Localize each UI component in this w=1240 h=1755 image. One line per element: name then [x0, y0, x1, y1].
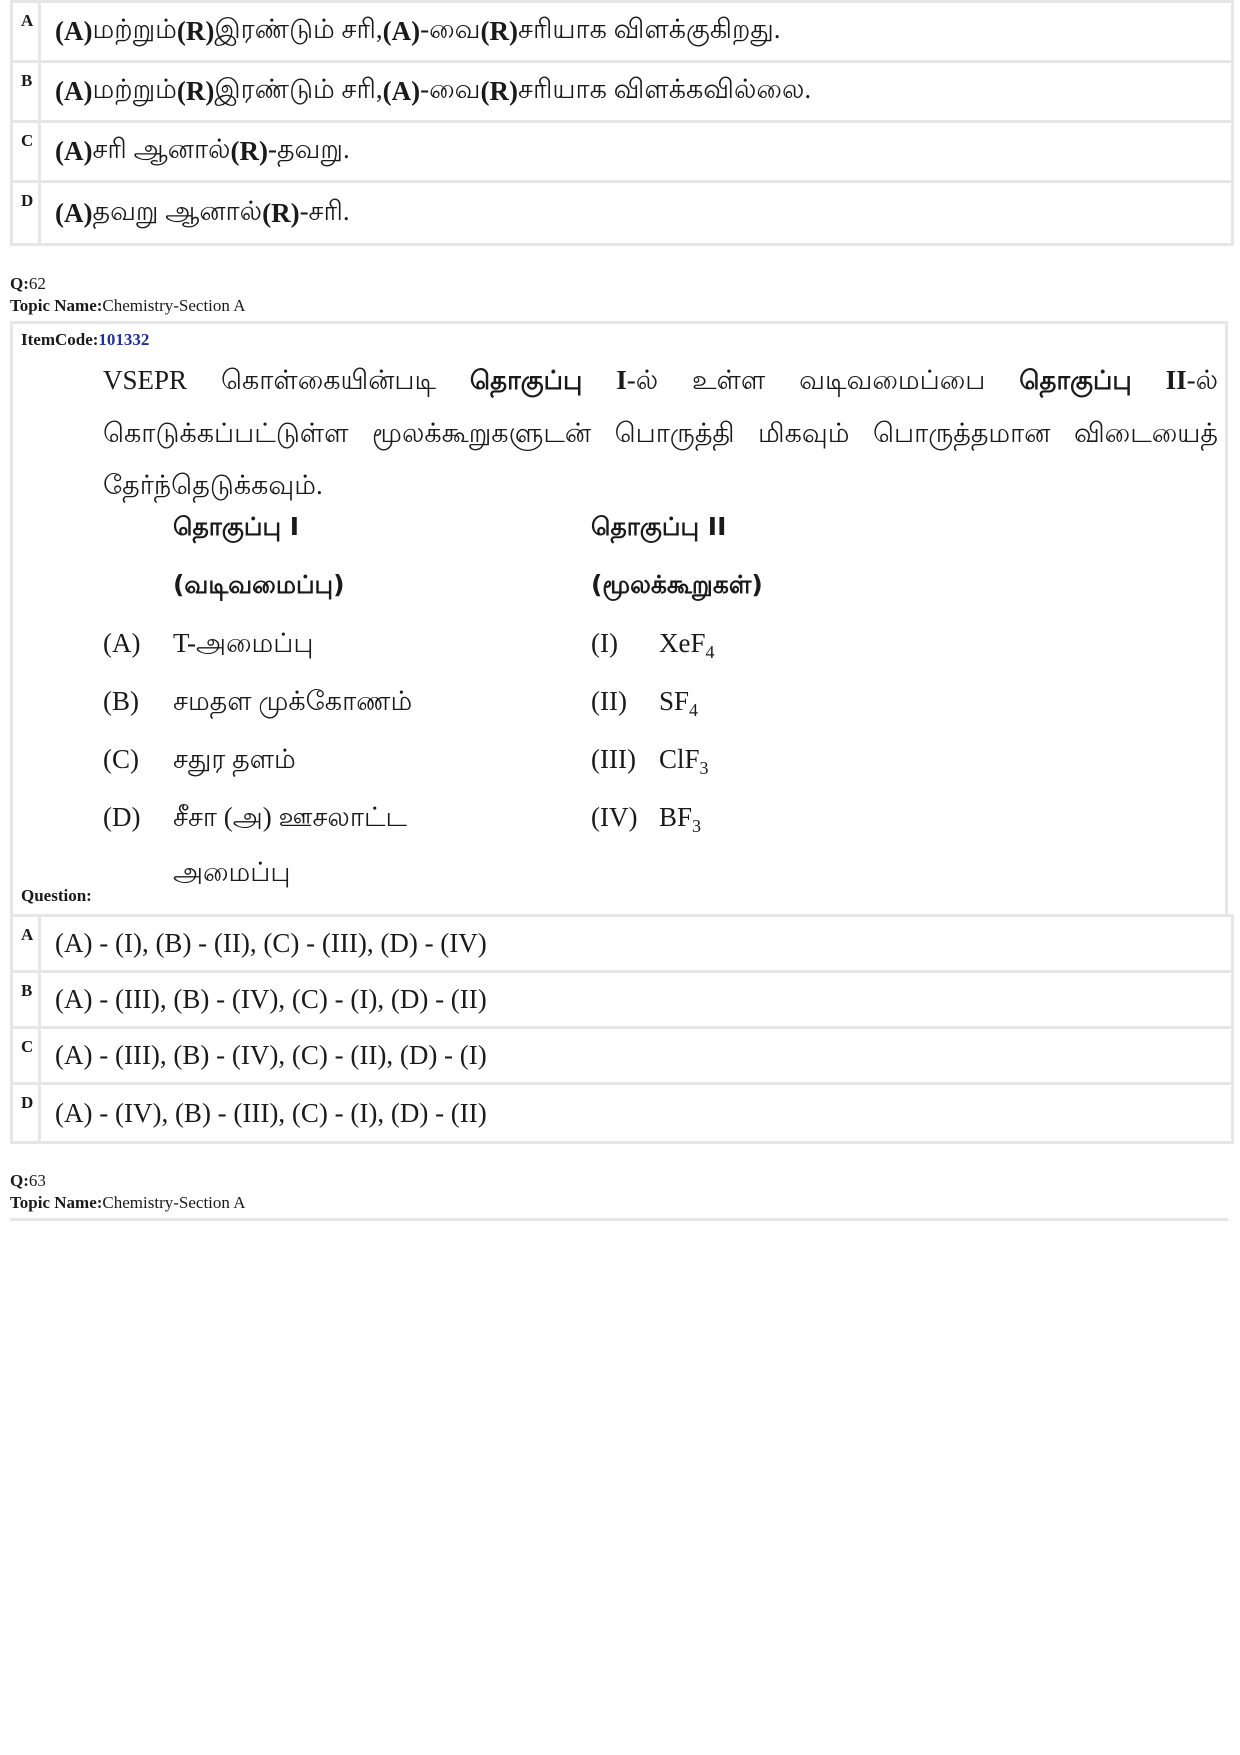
option-row-d[interactable]: [13, 183, 1231, 243]
option-key: C: [13, 1029, 41, 1082]
option-text: (A) - (I), (B) - (II), (C) - (III), (D) - (IV): [55, 928, 487, 958]
option-row-b[interactable]: [13, 973, 1231, 1029]
option-key: A: [13, 917, 41, 970]
column-2-subtitle: (மூலக்கூறுகள்): [591, 570, 763, 599]
option-row-a[interactable]: [13, 917, 1231, 973]
option-key: B: [13, 63, 41, 120]
topic-name: Topic Name:Chemistry-Section A: [10, 296, 246, 315]
topic-name: Topic Name:Chemistry-Section A: [10, 1193, 246, 1212]
option-text: (A) - (IV), (B) - (III), (C) - (I), (D) - (II): [55, 1097, 487, 1128]
question-number: Q:62: [10, 274, 46, 293]
option-row-a[interactable]: [13, 3, 1231, 63]
option-row-c[interactable]: [13, 123, 1231, 183]
option-key: B: [13, 973, 41, 1026]
option-row-b[interactable]: [13, 63, 1231, 123]
question-stem: VSEPR கொள்கையின்படி தொகுப்பு I-ல் உள்ள வடிவமைப்பை தொகுப்பு II-ல் கொடுக்கப்பட்டுள்ள மூலக்கூறுகளுடன் பொருத்தி மிகவும் பொருத்தமான விடையைத் தேர்ந்தெடுக்கவும்.: [103, 365, 1218, 500]
option-key: A: [13, 3, 41, 60]
option-row-d[interactable]: [13, 1085, 1231, 1141]
option-text: (A) - (III), (B) - (IV), (C) - (I), (D) - (II): [55, 984, 487, 1014]
question-item-box: ItemCode:101332 VSEPR கொள்கையின்படி தொகுப்பு I-ல் உள்ள வடிவமைப்பை தொகுப்பு II-ல் கொடுக்கப்பட்டுள்ள மூலக்கூறுகளுடன் பொருத்தி மிகவும் பொருத்தமான விடையைத் தேர்ந்தெடுக்கவும். தொகுப்பு I (வடிவமைப்பு) தொகுப்பு II (மூலக்கூறுகள்) (A) T-அமைப்பு (B) சமதள முக்கோணம் (C) சதுர தளம் (D) சீசா (அ) ஊசலாட்ட அமைப்பு (I) XeF$_4$ (II) $SF_4$ (III) ClF$_3$ (IV) $BF_3$ Question:: [10, 321, 1228, 914]
item-code: ItemCode:101332: [21, 330, 150, 349]
column-2-title: தொகுப்பு II: [591, 512, 727, 541]
option-text: (A) - (III), (B) - (IV), (C) - (II), (D) - (I): [55, 1040, 487, 1070]
option-text: (A) மற்றும் (R) இரண்டும் சரி, (A) -வை (R) சரியாக விளக்குகிறது.: [55, 14, 781, 46]
option-row-c[interactable]: [13, 1029, 1231, 1085]
question-number: Q:63: [10, 1171, 46, 1190]
option-text: (A) சரி ஆனால் (R) -தவறு.: [55, 134, 350, 166]
column-1-title: தொகுப்பு I: [173, 512, 300, 541]
question-label: Question:: [21, 886, 92, 905]
prev-options-table: [10, 0, 1234, 246]
item-code-value: 101332: [98, 330, 150, 349]
option-text: (A) மற்றும் (R) இரண்டும் சரி, (A) -வை (R) சரியாக விளக்கவில்லை.: [55, 74, 812, 106]
option-text: (A) தவறு ஆனால் (R) -சரி.: [55, 195, 350, 228]
q62-options-table: [10, 914, 1234, 1144]
divider: [10, 1218, 1228, 1221]
option-key: D: [13, 183, 41, 243]
column-1-subtitle: (வடிவமைப்பு): [173, 570, 345, 599]
option-key: D: [13, 1085, 41, 1141]
option-key: C: [13, 123, 41, 180]
